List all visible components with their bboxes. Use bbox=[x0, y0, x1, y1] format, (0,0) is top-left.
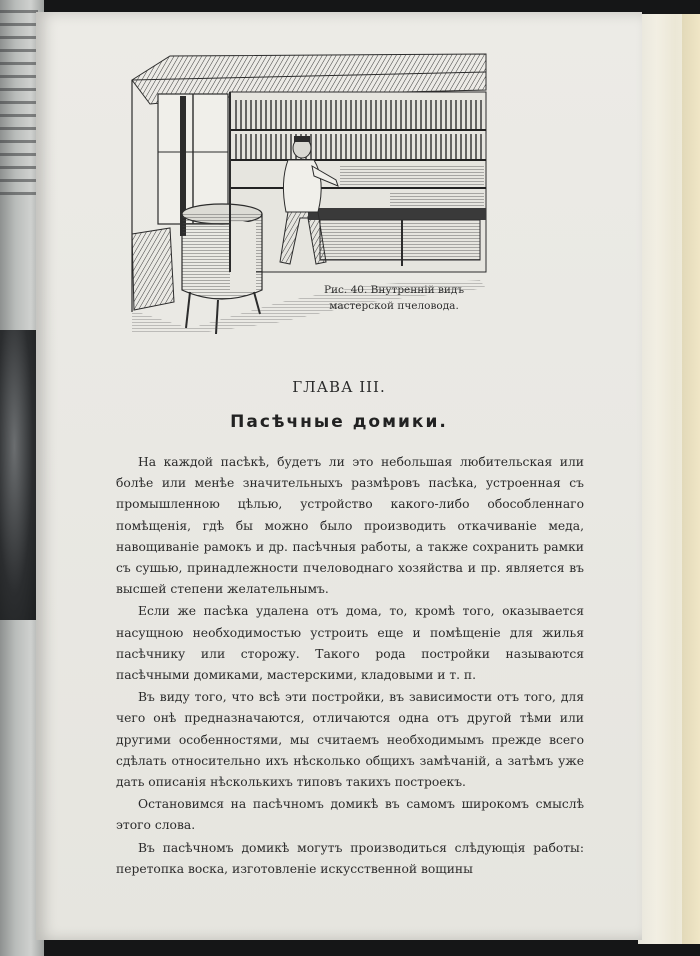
paragraph: Въ пасѣчномъ домикѣ могутъ производиться слѣдующія работы: перетопка воска, изготовленіе искусственной вощины bbox=[116, 840, 584, 876]
figure-caption-line-1: Рис. 40. Внутреннiй видъ bbox=[323, 284, 465, 296]
left-page-text-fragment bbox=[0, 0, 38, 260]
paragraph: Въ виду того, что всѣ эти постройки, въ зависимости отъ того, для чего онѣ предназначаются, отличаются одна отъ другой тѣми или другими особенностями, мы считаемъ необходимымъ прежде всего сдѣлать относительно ихъ нѣсколько общихъ замѣчаній, а затѣмъ уже дать описанія нѣсколькихъ типовъ такихъ построекъ. bbox=[116, 690, 584, 790]
chapter-heading: ГЛАВА III. bbox=[292, 378, 386, 396]
chapter-title: Пасѣчные домики. bbox=[230, 412, 448, 432]
left-page-illustration-fragment bbox=[0, 330, 36, 620]
paragraph: Если же пасѣка удалена отъ дома, то, кромѣ того, оказывается насущною необходимостью устроить еще и помѣщеніе для жилья пасѣчнику или сторожу. Такого рода постройки называются пасѣчными домиками, мастерскими, кладовыми и т. п. bbox=[116, 604, 584, 683]
book-page bbox=[36, 12, 642, 940]
figure-caption-line-2: мастерской пчеловода. bbox=[329, 300, 459, 312]
body-text bbox=[116, 452, 584, 881]
figure-caption bbox=[294, 282, 494, 314]
paragraph: На каждой пасѣкѣ, будетъ ли это небольшая любительская или болѣе или менѣе значительныхъ размѣровъ пасѣка, устроенная съ промышленною цѣлью, устройство какого-либо обособленнаго помѣщенія, гдѣ бы можно было производить откачиваніе меда, навощиваніе рамокъ и др. пасѣчныя работы, а также сохранить рамки съ сушью, принадлежности пчеловоднаго хозяйства и пр. является въ высшей степени желательнымъ. bbox=[116, 455, 584, 597]
page-stack-edge bbox=[638, 14, 700, 944]
paragraph: Остановимся на пасѣчномъ домикѣ въ самомъ широкомъ смыслѣ этого слова. bbox=[116, 797, 584, 833]
